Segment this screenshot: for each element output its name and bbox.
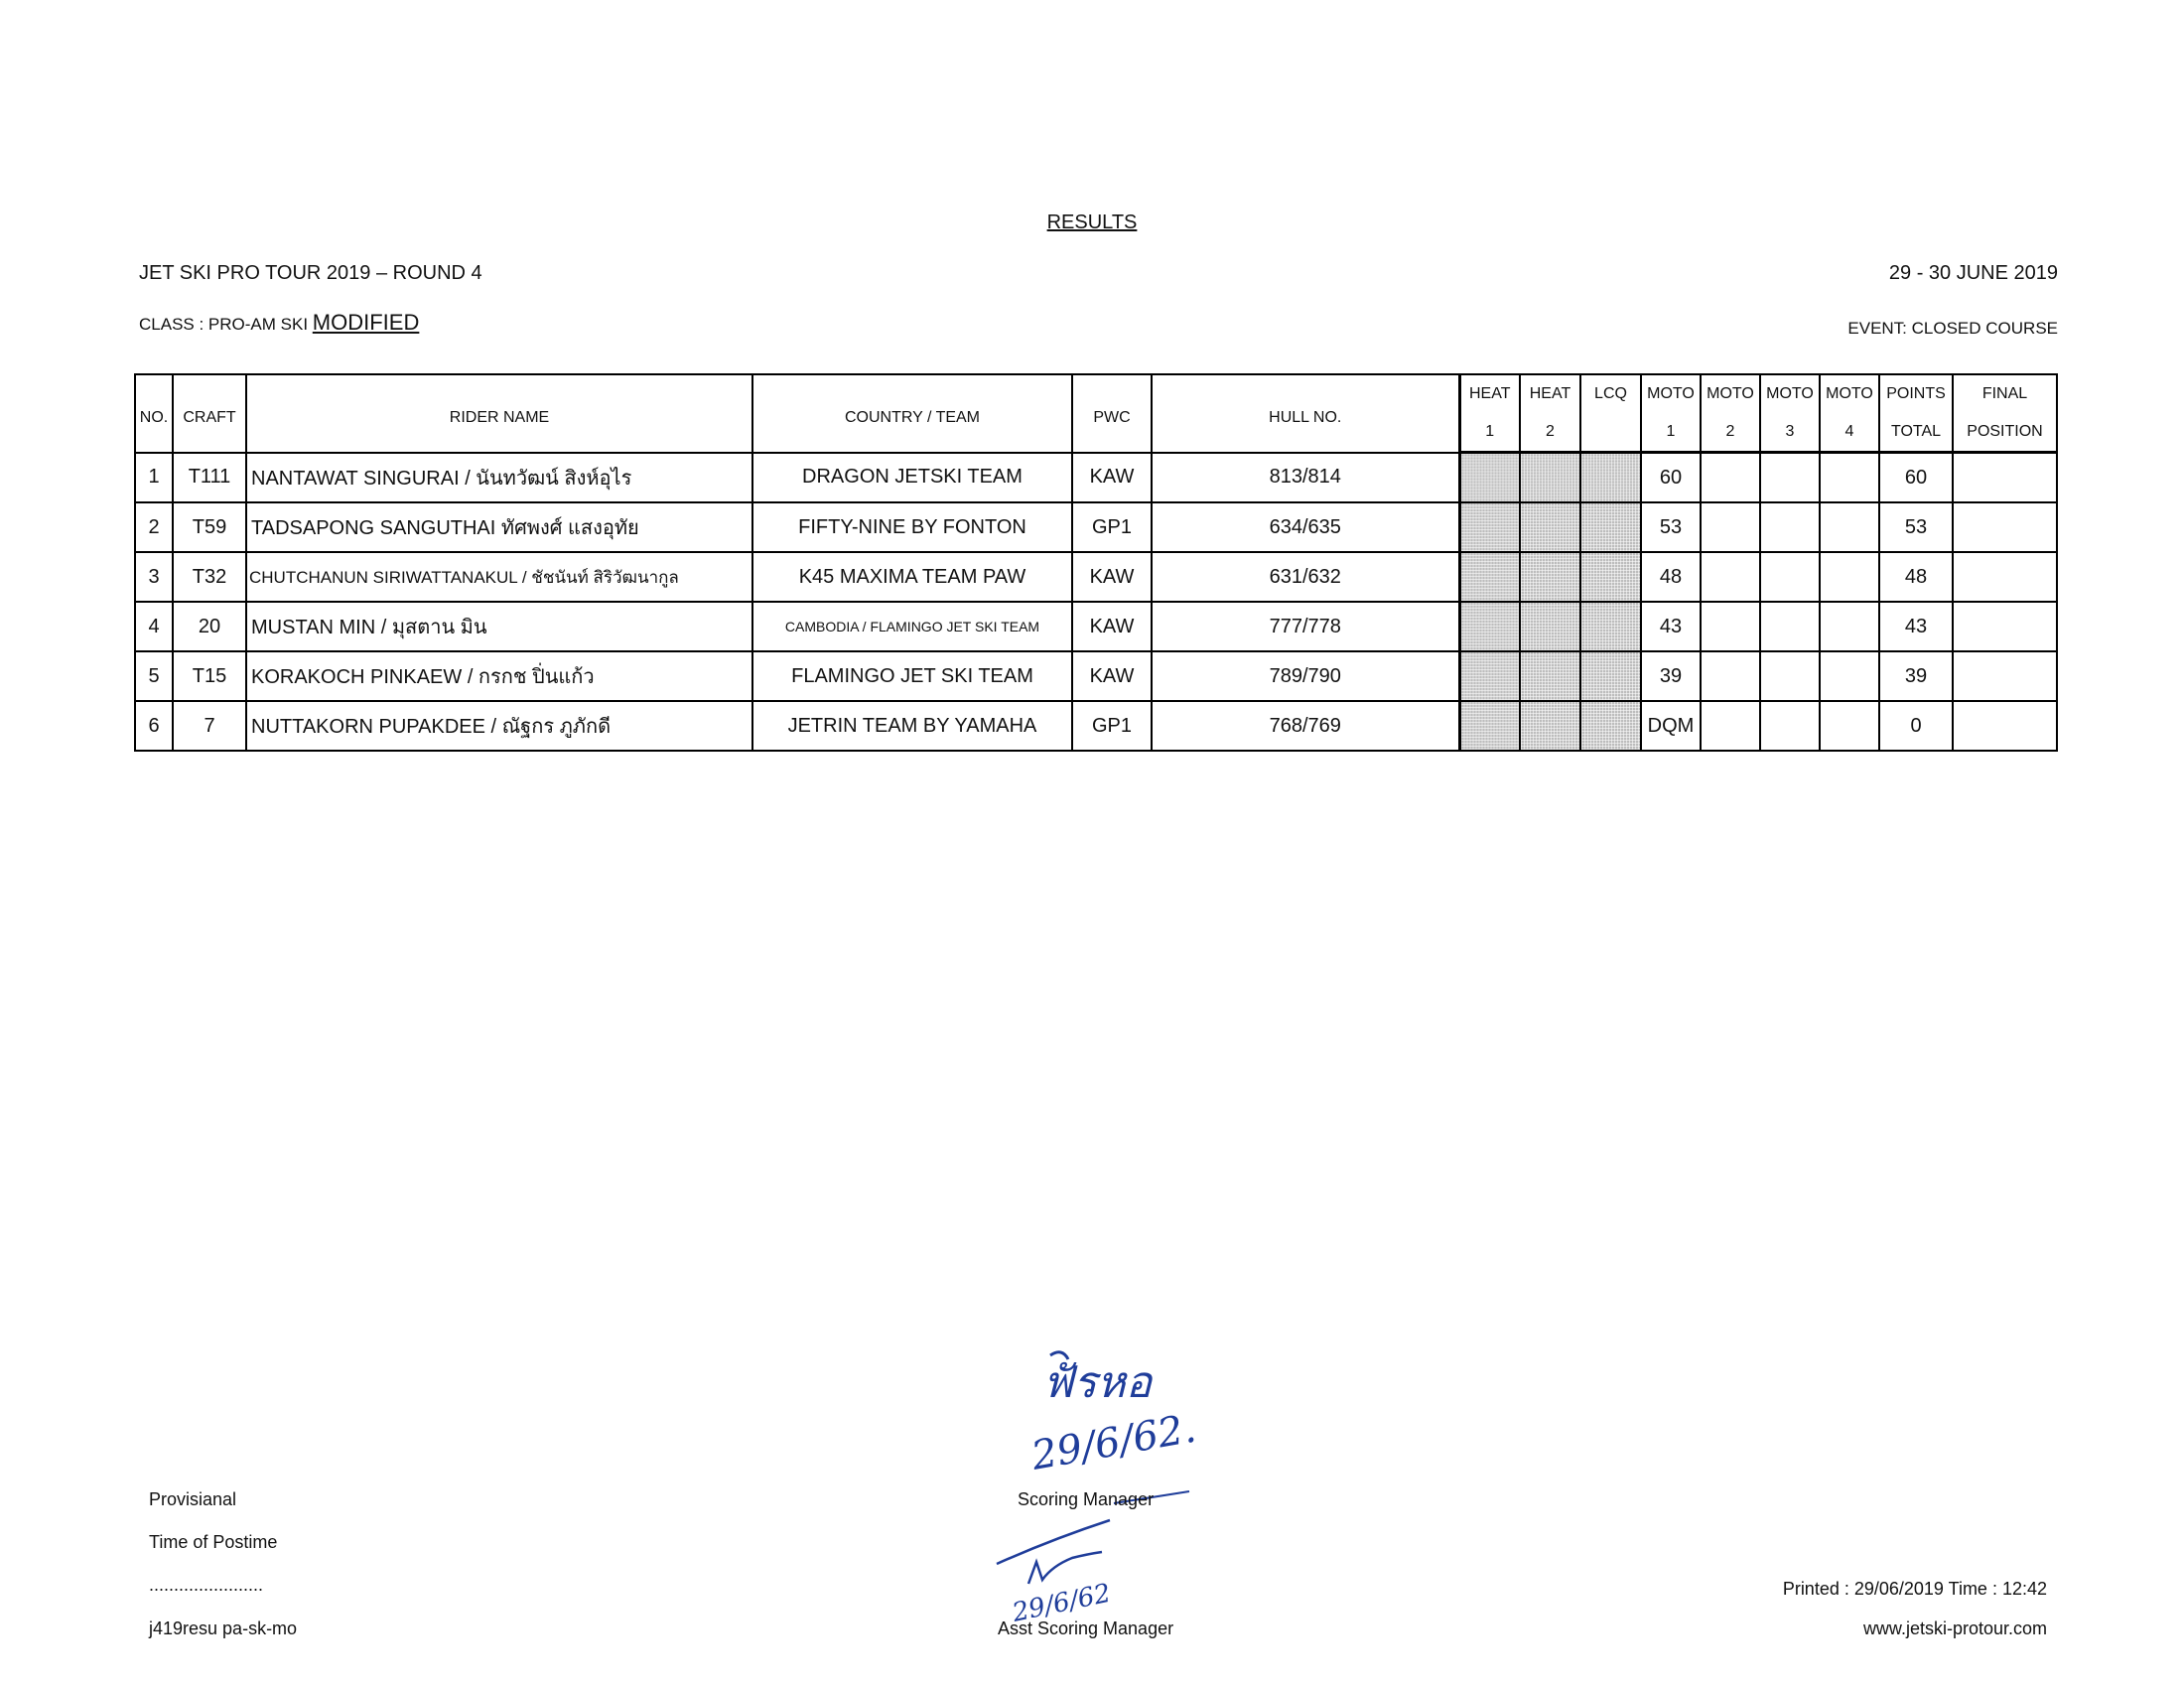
provisional-label: Provisianal [149, 1489, 237, 1509]
cell-team: FLAMINGO JET SKI TEAM [752, 651, 1072, 701]
cell-craft: 20 [173, 602, 246, 651]
cell-pwc: GP1 [1072, 701, 1152, 751]
cell-moto-3 [1760, 602, 1820, 651]
cell-final [1953, 602, 2057, 651]
header-moto-2: MOTO [1701, 374, 1760, 413]
cell-total: 43 [1879, 602, 1953, 651]
header-moto-4: MOTO [1820, 374, 1879, 413]
header-moto-3: MOTO [1760, 374, 1820, 413]
cell-team: JETRIN TEAM BY YAMAHA [752, 701, 1072, 751]
cell-moto-3 [1760, 552, 1820, 602]
header-final: FINAL [1953, 374, 2057, 413]
header-team: COUNTRY / TEAM [752, 374, 1072, 453]
cell-heat-1 [1459, 453, 1520, 503]
header-points-sub: TOTAL [1879, 413, 1953, 453]
table-row [135, 651, 2057, 701]
class-name: MODIFIED [312, 310, 420, 335]
results-table [134, 373, 2058, 752]
cell-no: 4 [135, 602, 173, 651]
cell-heat-1 [1459, 502, 1520, 552]
document-code: j419resu pa-sk-mo [149, 1618, 298, 1638]
header-craft: CRAFT [173, 374, 246, 453]
cell-final [1953, 502, 2057, 552]
header-lcq-sub [1580, 413, 1641, 453]
cell-rider: KORAKOCH PINKAEW / กรกช ปิ่นแก้ว [246, 651, 752, 701]
header-moto-4-sub: 4 [1820, 413, 1879, 453]
cell-heat-1 [1459, 701, 1520, 751]
cell-craft: T15 [173, 651, 246, 701]
cell-heat-2 [1520, 453, 1580, 503]
cell-hull: 777/778 [1152, 602, 1459, 651]
cell-moto-1: 60 [1641, 453, 1701, 503]
cell-pwc: KAW [1072, 602, 1152, 651]
cell-moto-1: 48 [1641, 552, 1701, 602]
event-name: JET SKI PRO TOUR 2019 – ROUND 4 [139, 262, 482, 284]
cell-final [1953, 552, 2057, 602]
header-no: NO. [135, 374, 173, 453]
cell-total: 53 [1879, 502, 1953, 552]
table-row [135, 453, 2057, 503]
cell-heat-2 [1520, 701, 1580, 751]
cell-team: FIFTY-NINE BY FONTON [752, 502, 1072, 552]
cell-moto-4 [1820, 701, 1879, 751]
cell-team: DRAGON JETSKI TEAM [752, 453, 1072, 503]
header-pwc: PWC [1072, 374, 1152, 453]
scoring-manager-signature [1023, 1345, 1211, 1494]
cell-heat-1 [1459, 651, 1520, 701]
table-row [135, 552, 2057, 602]
cell-lcq [1580, 651, 1641, 701]
cell-final [1953, 651, 2057, 701]
signature-date: 29/6/62. [1027, 1405, 1200, 1479]
cell-heat-2 [1520, 602, 1580, 651]
cell-moto-2 [1701, 502, 1760, 552]
cell-craft: T32 [173, 552, 246, 602]
time-of-postime-label: Time of Postime [149, 1532, 278, 1552]
cell-pwc: KAW [1072, 453, 1152, 503]
cell-pwc: KAW [1072, 651, 1152, 701]
class-prefix: CLASS : PRO-AM SKI [139, 315, 309, 334]
asst-scoring-manager-label: Asst Scoring Manager [998, 1618, 1174, 1638]
cell-lcq [1580, 502, 1641, 552]
asst-scoring-manager-signature [993, 1514, 1142, 1628]
cell-team: K45 MAXIMA TEAM PAW [752, 552, 1072, 602]
cell-moto-1: DQM [1641, 701, 1701, 751]
cell-hull: 631/632 [1152, 552, 1459, 602]
cell-moto-3 [1760, 701, 1820, 751]
cell-moto-4 [1820, 453, 1879, 503]
header-final-sub: POSITION [1953, 413, 2057, 453]
cell-moto-1: 43 [1641, 602, 1701, 651]
event-type: EVENT: CLOSED COURSE [1847, 319, 2058, 338]
header-moto-2-sub: 2 [1701, 413, 1760, 453]
header-points: POINTS [1879, 374, 1953, 413]
cell-lcq [1580, 552, 1641, 602]
header-hull: HULL NO. [1152, 374, 1459, 453]
cell-no: 5 [135, 651, 173, 701]
cell-rider: NUTTAKORN PUPAKDEE / ณัฐกร ภูภักดี [246, 701, 752, 751]
cell-moto-2 [1701, 453, 1760, 503]
cell-final [1953, 701, 2057, 751]
cell-no: 3 [135, 552, 173, 602]
cell-hull: 634/635 [1152, 502, 1459, 552]
cell-moto-4 [1820, 651, 1879, 701]
header-moto-1: MOTO [1641, 374, 1701, 413]
class-line [139, 310, 419, 336]
cell-hull: 789/790 [1152, 651, 1459, 701]
cell-moto-2 [1701, 552, 1760, 602]
cell-rider: NANTAWAT SINGURAI / นันทวัฒน์ สิงห์อุไร [246, 453, 752, 503]
cell-moto-4 [1820, 552, 1879, 602]
cell-lcq [1580, 701, 1641, 751]
cell-moto-3 [1760, 502, 1820, 552]
cell-heat-2 [1520, 651, 1580, 701]
cell-heat-2 [1520, 502, 1580, 552]
cell-lcq [1580, 602, 1641, 651]
cell-total: 0 [1879, 701, 1953, 751]
cell-craft: T111 [173, 453, 246, 503]
scoring-manager-label: Scoring Manager [1018, 1489, 1155, 1509]
header-moto-1-sub: 1 [1641, 413, 1701, 453]
header-lcq: LCQ [1580, 374, 1641, 413]
header-rider: RIDER NAME [246, 374, 752, 453]
header-heat-1: HEAT [1459, 374, 1520, 413]
header-heat-2: HEAT [1520, 374, 1580, 413]
cell-rider: TADSAPONG SANGUTHAI ทัศพงศ์ แสงอุทัย [246, 502, 752, 552]
cell-total: 48 [1879, 552, 1953, 602]
cell-no: 6 [135, 701, 173, 751]
cell-moto-1: 39 [1641, 651, 1701, 701]
cell-moto-1: 53 [1641, 502, 1701, 552]
cell-craft: T59 [173, 502, 246, 552]
header-heat-2-sub: 2 [1520, 413, 1580, 453]
cell-heat-1 [1459, 602, 1520, 651]
cell-rider: MUSTAN MIN / มุสตาน มิน [246, 602, 752, 651]
cell-pwc: KAW [1072, 552, 1152, 602]
cell-lcq [1580, 453, 1641, 503]
cell-hull: 768/769 [1152, 701, 1459, 751]
website-link[interactable]: www.jetski-protour.com [1862, 1618, 2047, 1638]
cell-total: 60 [1879, 453, 1953, 503]
cell-heat-2 [1520, 552, 1580, 602]
header-moto-3-sub: 3 [1760, 413, 1820, 453]
table-row [135, 701, 2057, 751]
table-row [135, 502, 2057, 552]
cell-moto-2 [1701, 651, 1760, 701]
cell-moto-2 [1701, 602, 1760, 651]
cell-moto-4 [1820, 602, 1879, 651]
cell-team: CAMBODIA / FLAMINGO JET SKI TEAM [752, 602, 1072, 651]
cell-no: 2 [135, 502, 173, 552]
cell-rider: CHUTCHANUN SIRIWATTANAKUL / ชัชนันท์ สิริวัฒนากูล [246, 552, 752, 602]
cell-no: 1 [135, 453, 173, 503]
page-heading: RESULTS [1046, 211, 1138, 233]
cell-craft: 7 [173, 701, 246, 751]
cell-final [1953, 453, 2057, 503]
cell-hull: 813/814 [1152, 453, 1459, 503]
cell-moto-3 [1760, 453, 1820, 503]
header-heat-1-sub: 1 [1459, 413, 1520, 453]
postime-blank: ....................... [149, 1575, 264, 1595]
printed-timestamp: Printed : 29/06/2019 Time : 12:42 [1782, 1579, 2047, 1599]
cell-moto-4 [1820, 502, 1879, 552]
table-row [135, 602, 2057, 651]
header-row [135, 374, 2057, 413]
cell-heat-1 [1459, 552, 1520, 602]
event-date: 29 - 30 JUNE 2019 [1888, 262, 2058, 284]
cell-moto-2 [1701, 701, 1760, 751]
asst-signature-date: 29/6/62 [1010, 1578, 1114, 1628]
signature-scribble: ฟัรหอ [1042, 1357, 1153, 1408]
cell-pwc: GP1 [1072, 502, 1152, 552]
cell-moto-3 [1760, 651, 1820, 701]
cell-total: 39 [1879, 651, 1953, 701]
